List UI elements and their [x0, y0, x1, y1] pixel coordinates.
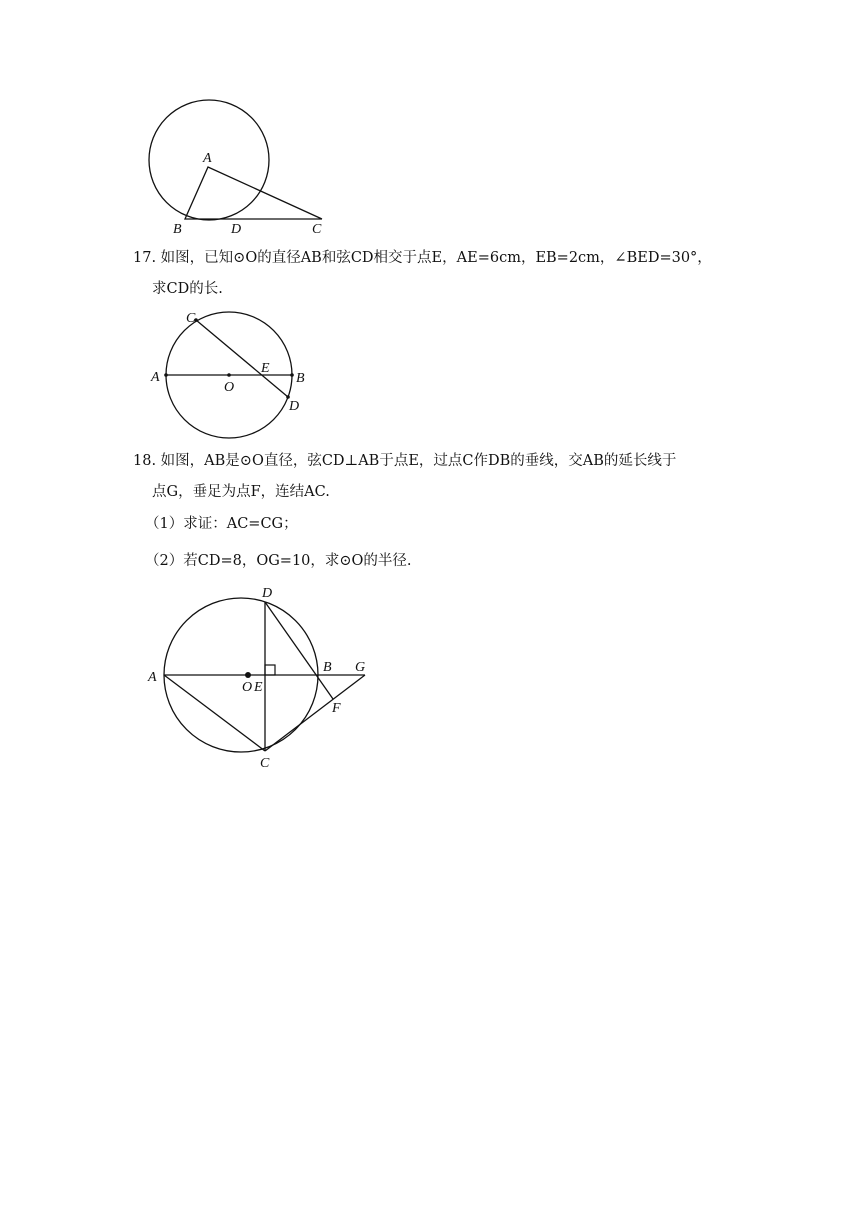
fig16-label-b: B [173, 222, 182, 237]
fig18-label-e: E [254, 680, 263, 695]
fig17-label-o: O [224, 380, 235, 395]
fig17-point-b [290, 373, 294, 377]
q18-text-1: 如图，AB是⊙O直径，弦CD⊥AB于点E，过点C作DB的垂线，交AB的延长线于 [160, 453, 677, 469]
q18-line-2 [152, 482, 330, 502]
fig16-label-d: D [231, 222, 242, 237]
fig17-label-d: D [289, 399, 300, 414]
q17-text-1: 如图，已知⊙O的直径AB和弦CD相交于点E，AE=6cm，EB=2cm，∠BED=30°， [160, 250, 712, 266]
q17-text-2: 求CD的长. [152, 281, 223, 297]
q18-part-1 [145, 514, 298, 534]
fig18-label-c: C [260, 756, 270, 771]
fig18-point-o [245, 672, 251, 678]
fig18-label-o: O [242, 680, 253, 695]
q18-text-2: 点G，垂足为点F，连结AC. [152, 484, 330, 500]
fig17-label-c: C [186, 311, 196, 326]
q18-part-2 [145, 551, 412, 571]
fig17-label-e: E [261, 361, 270, 376]
fig18-line-df [265, 602, 333, 699]
q18-part-2-text: （2）若CD=8，OG=10，求⊙O的半径. [145, 553, 412, 569]
fig17-point-a [164, 373, 168, 377]
fig17-label-b: B [296, 371, 305, 386]
fig17-point-o [227, 373, 231, 377]
fig18-right-angle-mark [265, 665, 275, 675]
fig18-line-cg [265, 675, 365, 751]
figure-16 [0, 0, 860, 240]
fig18-label-a: A [148, 670, 157, 685]
fig18-label-f: F [332, 701, 341, 716]
q17-number: 17. [133, 250, 157, 266]
q18-part-1-text: （1）求证：AC=CG； [145, 516, 298, 532]
q18-number: 18. [133, 453, 157, 469]
fig18-label-d: D [262, 586, 273, 601]
fig16-label-c: C [312, 222, 322, 237]
fig16-triangle [185, 167, 322, 219]
q17-line-2 [152, 279, 223, 299]
fig18-label-b: B [323, 660, 332, 675]
figure-18 [0, 580, 860, 775]
q18-line-1 [133, 451, 676, 471]
fig18-label-g: G [355, 660, 366, 675]
q17-line-1 [133, 248, 712, 268]
fig17-label-a: A [151, 370, 160, 385]
fig16-label-a: A [203, 151, 212, 166]
figure-17 [0, 300, 860, 445]
